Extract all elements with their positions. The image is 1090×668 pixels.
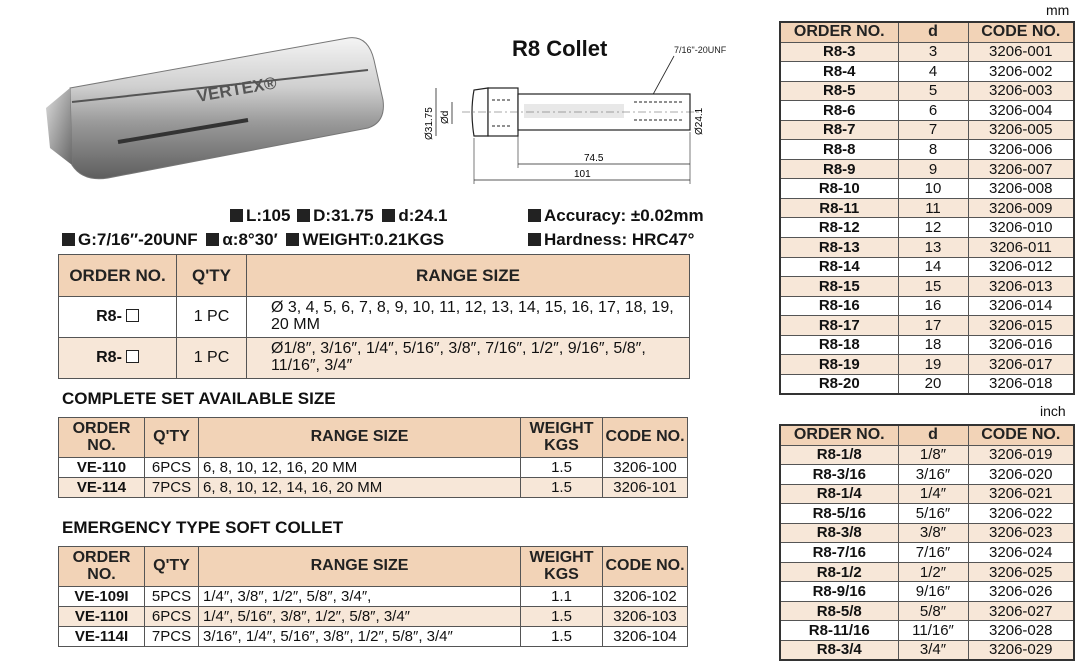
table-row — [780, 42, 1074, 62]
cell-order: R8-19 — [780, 355, 898, 375]
cell-qty: 7PCS — [145, 478, 199, 498]
emergency-set-heading: EMERGENCY TYPE SOFT COLLET — [62, 518, 344, 537]
table-row — [59, 587, 688, 607]
table-row — [780, 277, 1074, 297]
cell-d: 12 — [898, 218, 968, 238]
units-inch-label: inch — [1040, 403, 1066, 419]
cell-d: 5/16″ — [898, 504, 968, 524]
cell-d: 3/8″ — [898, 523, 968, 543]
cell-d: 11/16″ — [898, 621, 968, 641]
cell-d: 19 — [898, 355, 968, 375]
header-weight: WEIGHT KGS — [521, 418, 603, 458]
range-order: R8- — [96, 308, 122, 325]
cell-code: 3206-025 — [968, 562, 1074, 582]
cell-order: R8-15 — [780, 277, 898, 297]
cell-order: VE-110I — [59, 607, 145, 627]
mm-size-table — [779, 21, 1075, 395]
cell-order: R8-13 — [780, 237, 898, 257]
range-size: Ø 3, 4, 5, 6, 7, 8, 9, 10, 11, 12, 13, 14, 15, 16, 17, 18, 19, 20 MM — [247, 297, 690, 338]
cell-weight: 1.5 — [521, 627, 603, 647]
cell-order: R8-1/4 — [780, 484, 898, 504]
cell-code: 3206-012 — [968, 257, 1074, 277]
cell-d: 6 — [898, 101, 968, 121]
cell-order: R8-5 — [780, 81, 898, 101]
page-title: R8 Collet — [512, 36, 608, 61]
table-row — [780, 218, 1074, 238]
cell-code: 3206-010 — [968, 218, 1074, 238]
table-row — [59, 478, 688, 498]
table-row — [780, 445, 1074, 465]
dim-body-length: 74.5 — [584, 153, 604, 164]
cell-d: 10 — [898, 179, 968, 199]
cell-d: 20 — [898, 374, 968, 394]
cell-order: R8-6 — [780, 101, 898, 121]
cell-code: 3206-002 — [968, 62, 1074, 82]
cell-d: 5/8″ — [898, 601, 968, 621]
cell-order: R8-3 — [780, 42, 898, 62]
cell-code: 3206-001 — [968, 42, 1074, 62]
cell-range: 1/4″, 5/16″, 3/8″, 1/2″, 5/8″, 3/4″ — [199, 607, 521, 627]
range-table — [58, 254, 690, 379]
cell-d: 7/16″ — [898, 543, 968, 563]
header-qty: Q'TY — [145, 418, 199, 458]
cell-order: R8-5/16 — [780, 504, 898, 524]
range-order: R8- — [96, 349, 122, 366]
complete-set-heading: COMPLETE SET AVAILABLE SIZE — [62, 389, 336, 408]
cell-order: R8-11/16 — [780, 621, 898, 641]
cell-code: 3206-021 — [968, 484, 1074, 504]
cell-code: 3206-104 — [603, 627, 688, 647]
cell-d: 1/2″ — [898, 562, 968, 582]
table-row — [780, 484, 1074, 504]
table-row — [780, 562, 1074, 582]
cell-range: 1/4″, 3/8″, 1/2″, 5/8″, 3/4″, — [199, 587, 521, 607]
header-qty: Q'TY — [145, 547, 199, 587]
cell-code: 3206-008 — [968, 179, 1074, 199]
cell-code: 3206-024 — [968, 543, 1074, 563]
cell-order: R8-7/16 — [780, 543, 898, 563]
cell-code: 3206-016 — [968, 335, 1074, 355]
header-d: d — [898, 425, 968, 445]
cell-qty: 5PCS — [145, 587, 199, 607]
cell-code: 3206-101 — [603, 478, 688, 498]
cell-weight: 1.1 — [521, 587, 603, 607]
cell-code: 3206-026 — [968, 582, 1074, 602]
cell-code: 3206-027 — [968, 601, 1074, 621]
cell-weight: 1.5 — [521, 607, 603, 627]
cell-d: 16 — [898, 296, 968, 316]
cell-d: 1/4″ — [898, 484, 968, 504]
cell-d: 9 — [898, 159, 968, 179]
header-order: ORDER NO. — [780, 22, 898, 42]
cell-d: 3/4″ — [898, 640, 968, 660]
table-row — [780, 257, 1074, 277]
cell-d: 11 — [898, 198, 968, 218]
dim-major-dia: Ø31.75 — [424, 107, 435, 140]
range-qty: 1 PC — [177, 338, 247, 379]
cell-order: R8-4 — [780, 62, 898, 82]
dim-body-dia: Ø24.1 — [694, 107, 705, 135]
checkbox-icon — [126, 350, 139, 363]
table-row — [780, 101, 1074, 121]
cell-d: 3 — [898, 42, 968, 62]
cell-d: 1/8″ — [898, 445, 968, 465]
cell-code: 3206-019 — [968, 445, 1074, 465]
cell-d: 5 — [898, 81, 968, 101]
cell-code: 3206-018 — [968, 374, 1074, 394]
inch-size-table — [779, 424, 1075, 661]
cell-order: R8-16 — [780, 296, 898, 316]
collet-photo — [38, 30, 388, 185]
cell-code: 3206-029 — [968, 640, 1074, 660]
cell-code: 3206-028 — [968, 621, 1074, 641]
spec-accuracy: Accuracy: ±0.02mm — [528, 206, 704, 226]
table-row — [59, 458, 688, 478]
cell-code: 3206-005 — [968, 120, 1074, 140]
header-code: CODE NO. — [603, 547, 688, 587]
table-row — [780, 120, 1074, 140]
table-row — [780, 465, 1074, 485]
cell-order: R8-1/8 — [780, 445, 898, 465]
cell-code: 3206-020 — [968, 465, 1074, 485]
dim-bore-dia: Ød — [440, 110, 451, 124]
cell-order: R8-10 — [780, 179, 898, 199]
table-row — [59, 297, 690, 338]
cell-d: 17 — [898, 316, 968, 336]
table-row — [780, 159, 1074, 179]
table-row — [59, 607, 688, 627]
brand-logo: VERTEX® — [195, 73, 279, 106]
dim-total-length: 101 — [574, 169, 591, 180]
table-row — [780, 237, 1074, 257]
cell-code: 3206-003 — [968, 81, 1074, 101]
table-row — [780, 582, 1074, 602]
range-size: Ø1/8″, 3/16″, 1/4″, 5/16″, 3/8″, 7/16″, 1/2″, 9/16″, 5/8″, 11/16″, 3/4″ — [247, 338, 690, 379]
cell-order: R8-17 — [780, 316, 898, 336]
table-row — [780, 640, 1074, 660]
cell-code: 3206-015 — [968, 316, 1074, 336]
cell-code: 3206-023 — [968, 523, 1074, 543]
cell-order: R8-3/16 — [780, 465, 898, 485]
range-qty: 1 PC — [177, 297, 247, 338]
table-row — [780, 543, 1074, 563]
cell-range: 6, 8, 10, 12, 16, 20 MM — [199, 458, 521, 478]
cell-qty: 6PCS — [145, 607, 199, 627]
table-row — [780, 335, 1074, 355]
cell-order: R8-18 — [780, 335, 898, 355]
cell-d: 4 — [898, 62, 968, 82]
header-order: ORDER NO. — [780, 425, 898, 445]
cell-d: 7 — [898, 120, 968, 140]
cell-order: R8-9/16 — [780, 582, 898, 602]
units-mm-label: mm — [1046, 2, 1070, 18]
table-row — [780, 355, 1074, 375]
cell-order: R8-12 — [780, 218, 898, 238]
header-code: CODE NO. — [968, 22, 1074, 42]
spec-line-2: G:7/16″-20UNF α:8°30′ WEIGHT:0.21KGS — [62, 230, 444, 250]
table-row — [780, 140, 1074, 160]
cell-code: 3206-006 — [968, 140, 1074, 160]
cell-d: 15 — [898, 277, 968, 297]
cell-order: R8-14 — [780, 257, 898, 277]
cell-range: 6, 8, 10, 12, 14, 16, 20 MM — [199, 478, 521, 498]
checkbox-icon — [126, 309, 139, 322]
cell-d: 8 — [898, 140, 968, 160]
range-header-range: RANGE SIZE — [247, 255, 690, 297]
cell-order: VE-114 — [59, 478, 145, 498]
cell-code: 3206-007 — [968, 159, 1074, 179]
cell-d: 9/16″ — [898, 582, 968, 602]
header-order: ORDER NO. — [59, 547, 145, 587]
header-d: d — [898, 22, 968, 42]
cell-range: 3/16″, 1/4″, 5/16″, 3/8″, 1/2″, 5/8″, 3/4″ — [199, 627, 521, 647]
cell-code: 3206-022 — [968, 504, 1074, 524]
cell-code: 3206-102 — [603, 587, 688, 607]
complete-set-table — [58, 417, 688, 498]
cell-d: 14 — [898, 257, 968, 277]
cell-qty: 6PCS — [145, 458, 199, 478]
cell-code: 3206-017 — [968, 355, 1074, 375]
cell-qty: 7PCS — [145, 627, 199, 647]
table-row — [780, 601, 1074, 621]
range-header-order: ORDER NO. — [59, 255, 177, 297]
cell-order: R8-1/2 — [780, 562, 898, 582]
table-row — [780, 81, 1074, 101]
cell-code: 3206-011 — [968, 237, 1074, 257]
table-row — [780, 621, 1074, 641]
header-code: CODE NO. — [603, 418, 688, 458]
table-row — [780, 179, 1074, 199]
cell-code: 3206-013 — [968, 277, 1074, 297]
table-row — [780, 62, 1074, 82]
cell-order: R8-8 — [780, 140, 898, 160]
table-row — [780, 504, 1074, 524]
table-row — [780, 316, 1074, 336]
spec-hardness: Hardness: HRC47° — [528, 230, 694, 250]
header-order: ORDER NO. — [59, 418, 145, 458]
header-weight: WEIGHT KGS — [521, 547, 603, 587]
cell-code: 3206-014 — [968, 296, 1074, 316]
header-range: RANGE SIZE — [199, 418, 521, 458]
cell-order: VE-110 — [59, 458, 145, 478]
table-row — [780, 374, 1074, 394]
cell-weight: 1.5 — [521, 458, 603, 478]
cell-order: R8-3/8 — [780, 523, 898, 543]
cell-order: VE-114I — [59, 627, 145, 647]
cell-weight: 1.5 — [521, 478, 603, 498]
table-row — [780, 296, 1074, 316]
spec-line-1: L:105 D:31.75 d:24.1 — [230, 206, 448, 226]
emergency-set-table — [58, 546, 688, 647]
cell-order: R8-20 — [780, 374, 898, 394]
cell-code: 3206-009 — [968, 198, 1074, 218]
cell-d: 13 — [898, 237, 968, 257]
header-code: CODE NO. — [968, 425, 1074, 445]
cell-d: 18 — [898, 335, 968, 355]
cell-order: R8-7 — [780, 120, 898, 140]
table-row — [59, 627, 688, 647]
range-header-qty: Q'TY — [177, 255, 247, 297]
cell-code: 3206-100 — [603, 458, 688, 478]
table-row — [59, 338, 690, 379]
cell-order: R8-3/4 — [780, 640, 898, 660]
cell-order: VE-109I — [59, 587, 145, 607]
cell-order: R8-11 — [780, 198, 898, 218]
table-row — [780, 523, 1074, 543]
cell-d: 3/16″ — [898, 465, 968, 485]
header-range: RANGE SIZE — [199, 547, 521, 587]
collet-drawing — [412, 40, 742, 190]
cell-code: 3206-004 — [968, 101, 1074, 121]
cell-code: 3206-103 — [603, 607, 688, 627]
cell-order: R8-9 — [780, 159, 898, 179]
thread-label: 7/16"-20UNF — [674, 45, 727, 55]
cell-order: R8-5/8 — [780, 601, 898, 621]
table-row — [780, 198, 1074, 218]
